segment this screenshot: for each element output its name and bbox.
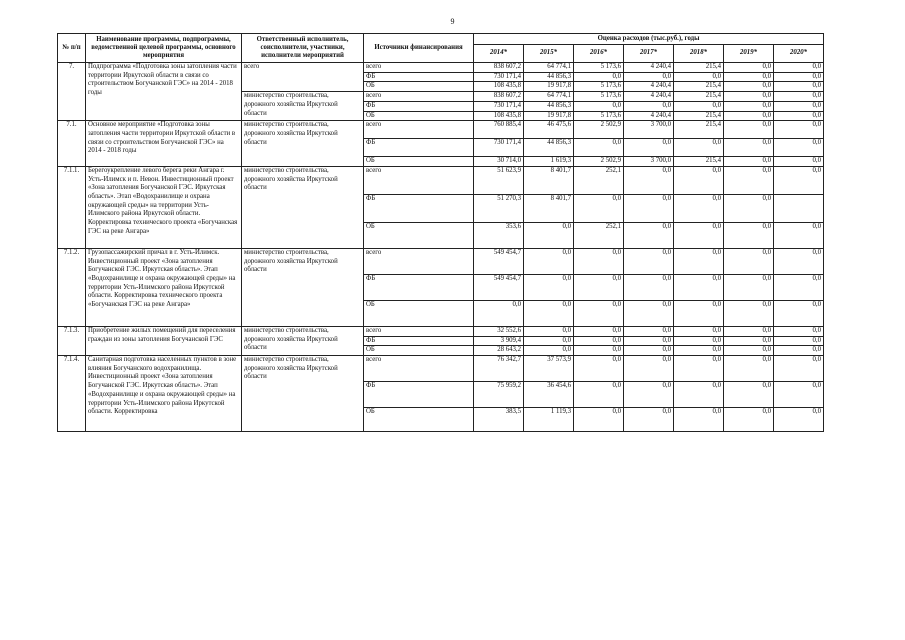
expense-value: 549 454,7 bbox=[474, 274, 524, 300]
expense-value: 19 917,8 bbox=[524, 82, 574, 92]
expense-value: 215,4 bbox=[674, 82, 724, 92]
expense-value: 0,0 bbox=[724, 63, 774, 73]
expense-value: 0,0 bbox=[574, 101, 624, 111]
funding-source: всего bbox=[364, 121, 474, 139]
table-row bbox=[58, 356, 824, 382]
expense-value: 0,0 bbox=[774, 248, 824, 274]
expense-value: 0,0 bbox=[774, 346, 824, 356]
expense-value: 36 454,6 bbox=[524, 382, 574, 408]
funding-source: ОБ bbox=[364, 111, 474, 121]
expense-value: 0,0 bbox=[724, 336, 774, 346]
expense-value: 0,0 bbox=[724, 248, 774, 274]
expense-value: 0,0 bbox=[674, 274, 724, 300]
expense-value: 0,0 bbox=[724, 101, 774, 111]
expense-value: 1 619,3 bbox=[524, 157, 574, 167]
expense-value: 0,0 bbox=[574, 356, 624, 382]
expense-value: 252,1 bbox=[574, 166, 624, 194]
header-year: 2015* bbox=[524, 45, 574, 63]
expense-value: 549 454,7 bbox=[474, 248, 524, 274]
expense-value: 0,0 bbox=[724, 222, 774, 248]
funding-source: ОБ bbox=[364, 157, 474, 167]
expense-value: 0,0 bbox=[674, 101, 724, 111]
table-row bbox=[58, 63, 824, 73]
expense-value: 44 856,3 bbox=[524, 72, 574, 82]
expense-value: 0,0 bbox=[774, 139, 824, 157]
funding-source: ОБ bbox=[364, 408, 474, 432]
expense-value: 838 607,2 bbox=[474, 63, 524, 73]
expense-value: 4 240,4 bbox=[624, 111, 674, 121]
expense-value: 0,0 bbox=[724, 157, 774, 167]
expense-value: 0,0 bbox=[524, 326, 574, 336]
expense-value: 0,0 bbox=[524, 300, 574, 326]
expense-value: 0,0 bbox=[524, 336, 574, 346]
expense-value: 0,0 bbox=[774, 121, 824, 139]
expense-value: 5 173,6 bbox=[574, 82, 624, 92]
expense-value: 0,0 bbox=[774, 336, 824, 346]
expense-value: 8 401,7 bbox=[524, 166, 574, 194]
expense-value: 2 502,9 bbox=[574, 157, 624, 167]
funding-source: ФБ bbox=[364, 336, 474, 346]
expense-value: 108 435,8 bbox=[474, 82, 524, 92]
expense-value: 1 119,3 bbox=[524, 408, 574, 432]
responsible-executor: министерство строительства, дорожного хозяйства Иркутской области bbox=[242, 92, 364, 121]
expense-value: 44 856,3 bbox=[524, 101, 574, 111]
expense-value: 0,0 bbox=[574, 326, 624, 336]
expense-value: 0,0 bbox=[674, 72, 724, 82]
expense-value: 0,0 bbox=[774, 111, 824, 121]
expense-value: 75 959,2 bbox=[474, 382, 524, 408]
page-number: 9 bbox=[450, 17, 455, 26]
header-no: № п/п bbox=[58, 34, 86, 63]
expense-value: 0,0 bbox=[724, 166, 774, 194]
expense-value: 32 552,6 bbox=[474, 326, 524, 336]
expense-value: 4 240,4 bbox=[624, 63, 674, 73]
expense-value: 0,0 bbox=[724, 356, 774, 382]
expense-value: 0,0 bbox=[674, 382, 724, 408]
row-number: 7.1. bbox=[58, 121, 86, 167]
program-name: Грузопассажирский причал в г. Усть-Илимск. Инвестиционный проект «Зона затопления Богучанской ГЭС. Иркутская область». Этап «Водохранилище и охрана окружающей среды» на территории Усть-Илимского района Иркутской области. Корректировка технического проекта «Богучанская ГЭС на реке Ангара» bbox=[86, 248, 242, 326]
header-year: 2016* bbox=[574, 45, 624, 63]
expense-value: 0,0 bbox=[724, 194, 774, 222]
expense-value: 0,0 bbox=[574, 336, 624, 346]
expense-value: 0,0 bbox=[674, 326, 724, 336]
header-year: 2019* bbox=[724, 45, 774, 63]
expense-value: 0,0 bbox=[774, 356, 824, 382]
expense-value: 108 435,8 bbox=[474, 111, 524, 121]
expense-value: 0,0 bbox=[724, 326, 774, 336]
table-row bbox=[58, 326, 824, 336]
expense-value: 0,0 bbox=[724, 408, 774, 432]
expense-value: 44 856,3 bbox=[524, 139, 574, 157]
expense-value: 760 885,4 bbox=[474, 121, 524, 139]
expense-value: 0,0 bbox=[624, 194, 674, 222]
expense-value: 0,0 bbox=[674, 300, 724, 326]
expense-value: 0,0 bbox=[674, 194, 724, 222]
funding-source: ОБ bbox=[364, 222, 474, 248]
expense-value: 0,0 bbox=[774, 82, 824, 92]
row-number: 7.1.2. bbox=[58, 248, 86, 326]
expense-value: 215,4 bbox=[674, 157, 724, 167]
header-source: Источники финансирования bbox=[364, 34, 474, 63]
row-number: 7.1.1. bbox=[58, 166, 86, 248]
table-row bbox=[58, 248, 824, 274]
expense-value: 0,0 bbox=[574, 300, 624, 326]
expense-value: 0,0 bbox=[624, 139, 674, 157]
expense-value: 0,0 bbox=[674, 248, 724, 274]
expense-value: 0,0 bbox=[624, 300, 674, 326]
row-number: 7.1.4. bbox=[58, 356, 86, 432]
row-number: 7. bbox=[58, 63, 86, 121]
expense-value: 0,0 bbox=[524, 222, 574, 248]
expense-value: 0,0 bbox=[674, 356, 724, 382]
expense-value: 0,0 bbox=[724, 92, 774, 102]
expense-value: 51 623,9 bbox=[474, 166, 524, 194]
expense-value: 0,0 bbox=[774, 101, 824, 111]
expense-value: 0,0 bbox=[624, 408, 674, 432]
header-year: 2020* bbox=[774, 45, 824, 63]
expense-value: 0,0 bbox=[624, 346, 674, 356]
expense-value: 19 917,8 bbox=[524, 111, 574, 121]
table-header bbox=[58, 34, 824, 63]
expense-value: 0,0 bbox=[524, 248, 574, 274]
expense-value: 383,5 bbox=[474, 408, 524, 432]
expense-value: 252,1 bbox=[574, 222, 624, 248]
expense-value: 0,0 bbox=[624, 336, 674, 346]
expense-value: 0,0 bbox=[774, 408, 824, 432]
expense-value: 0,0 bbox=[574, 248, 624, 274]
expense-value: 0,0 bbox=[674, 139, 724, 157]
expense-value: 215,4 bbox=[674, 92, 724, 102]
responsible-executor: министерство строительства, дорожного хозяйства Иркутской области bbox=[242, 356, 364, 432]
expense-value: 0,0 bbox=[774, 63, 824, 73]
expense-value: 0,0 bbox=[524, 346, 574, 356]
expense-value: 0,0 bbox=[724, 72, 774, 82]
expense-value: 64 774,1 bbox=[524, 63, 574, 73]
expense-value: 2 502,9 bbox=[574, 121, 624, 139]
responsible-executor: министерство строительства, дорожного хозяйства Иркутской области bbox=[242, 248, 364, 326]
expense-value: 0,0 bbox=[724, 121, 774, 139]
expense-value: 0,0 bbox=[774, 157, 824, 167]
expense-value: 30 714,0 bbox=[474, 157, 524, 167]
program-name: Подпрограмма «Подготовка зоны затопления части территории Иркутской области в связи со строительством Богучанской ГЭС» на 2014 - 2018 годы bbox=[86, 63, 242, 121]
expense-value: 0,0 bbox=[574, 274, 624, 300]
expense-value: 28 643,2 bbox=[474, 346, 524, 356]
program-name: Санитарная подготовка населенных пунктов в зоне влияния Богучанского водохранилища. Инвестиционный проект «Зона затопления Богучанской ГЭС. Иркутская область». Этап «Водохранилище и охрана окружающей среды» на территории Усть-Илимского района Иркутской области. Корректировка bbox=[86, 356, 242, 432]
funding-source: ФБ bbox=[364, 274, 474, 300]
expense-value: 730 171,4 bbox=[474, 101, 524, 111]
funding-source: ОБ bbox=[364, 82, 474, 92]
expense-value: 0,0 bbox=[624, 274, 674, 300]
expense-value: 0,0 bbox=[674, 346, 724, 356]
expense-value: 730 171,4 bbox=[474, 72, 524, 82]
expense-value: 0,0 bbox=[674, 408, 724, 432]
expense-value: 0,0 bbox=[774, 72, 824, 82]
expense-value: 0,0 bbox=[574, 382, 624, 408]
funding-source: всего bbox=[364, 326, 474, 336]
expense-value: 0,0 bbox=[774, 166, 824, 194]
expense-value: 8 401,7 bbox=[524, 194, 574, 222]
responsible-executor: министерство строительства, дорожного хозяйства Иркутской области bbox=[242, 166, 364, 248]
expense-value: 0,0 bbox=[624, 72, 674, 82]
expense-value: 730 171,4 bbox=[474, 139, 524, 157]
program-name: Берегоукрепление левого берега реки Ангара г. Усть-Илимск и п. Невон. Инвестиционный проект «Зона затопления Богучанской ГЭС. Иркутская область». Этап «Водохранилище и охрана окружающей среды» на территории Усть-Илимского района Иркутской области. Корректировка технического проекта «Богучанская ГЭС на реке Ангара» bbox=[86, 166, 242, 248]
expense-value: 4 240,4 bbox=[624, 92, 674, 102]
expense-value: 0,0 bbox=[724, 139, 774, 157]
expense-value: 0,0 bbox=[774, 300, 824, 326]
expense-value: 0,0 bbox=[774, 274, 824, 300]
expense-value: 76 342,7 bbox=[474, 356, 524, 382]
expense-value: 0,0 bbox=[674, 166, 724, 194]
table-row bbox=[58, 166, 824, 194]
expense-value: 215,4 bbox=[674, 63, 724, 73]
expense-value: 0,0 bbox=[574, 346, 624, 356]
expense-value: 4 240,4 bbox=[624, 82, 674, 92]
expense-value: 0,0 bbox=[624, 356, 674, 382]
expense-value: 64 774,1 bbox=[524, 92, 574, 102]
funding-source: ФБ bbox=[364, 72, 474, 82]
funding-source: ОБ bbox=[364, 300, 474, 326]
expense-value: 353,6 bbox=[474, 222, 524, 248]
expense-value: 5 173,6 bbox=[574, 63, 624, 73]
expense-value: 0,0 bbox=[624, 166, 674, 194]
expense-value: 0,0 bbox=[774, 382, 824, 408]
funding-source: всего bbox=[364, 92, 474, 102]
expense-value: 5 173,6 bbox=[574, 111, 624, 121]
expense-value: 0,0 bbox=[774, 222, 824, 248]
expense-value: 0,0 bbox=[574, 72, 624, 82]
funding-source: всего bbox=[364, 63, 474, 73]
expense-value: 0,0 bbox=[774, 92, 824, 102]
funding-source: всего bbox=[364, 356, 474, 382]
expense-value: 0,0 bbox=[624, 382, 674, 408]
expense-value: 0,0 bbox=[574, 408, 624, 432]
expense-value: 215,4 bbox=[674, 121, 724, 139]
expense-value: 0,0 bbox=[574, 139, 624, 157]
expense-value: 0,0 bbox=[724, 274, 774, 300]
expense-value: 0,0 bbox=[624, 222, 674, 248]
funding-source: всего bbox=[364, 166, 474, 194]
responsible-executor: министерство строительства, дорожного хозяйства Иркутской области bbox=[242, 121, 364, 167]
header-year: 2017* bbox=[624, 45, 674, 63]
expense-value: 0,0 bbox=[724, 82, 774, 92]
expense-value: 0,0 bbox=[474, 300, 524, 326]
expense-value: 0,0 bbox=[724, 111, 774, 121]
header-year: 2018* bbox=[674, 45, 724, 63]
budget-table bbox=[57, 33, 824, 432]
expense-value: 0,0 bbox=[624, 326, 674, 336]
program-name: Приобретение жилых помещений для переселения граждан из зоны затопления Богучанской ГЭС bbox=[86, 326, 242, 355]
expense-value: 0,0 bbox=[524, 274, 574, 300]
expense-value: 0,0 bbox=[674, 222, 724, 248]
header-estimate: Оценка расходов (тыс.руб.), годы bbox=[474, 34, 824, 45]
expense-value: 0,0 bbox=[774, 326, 824, 336]
expense-value: 0,0 bbox=[724, 300, 774, 326]
expense-value: 215,4 bbox=[674, 111, 724, 121]
funding-source: ОБ bbox=[364, 346, 474, 356]
responsible-executor: всего bbox=[242, 63, 364, 92]
table-row bbox=[58, 121, 824, 139]
expense-value: 0,0 bbox=[624, 101, 674, 111]
expense-value: 3 909,4 bbox=[474, 336, 524, 346]
funding-source: всего bbox=[364, 248, 474, 274]
header-name: Наименование программы, подпрограммы, ведомственной целевой программы, основного мероприятия bbox=[86, 34, 242, 63]
expense-value bbox=[774, 194, 824, 222]
expense-value: 46 475,6 bbox=[524, 121, 574, 139]
expense-value: 0,0 bbox=[724, 382, 774, 408]
header-year: 2014* bbox=[474, 45, 524, 63]
expense-value: 37 573,9 bbox=[524, 356, 574, 382]
expense-value: 0,0 bbox=[574, 194, 624, 222]
funding-source: ФБ bbox=[364, 194, 474, 222]
expense-value: 0,0 bbox=[674, 336, 724, 346]
expense-value: 5 173,6 bbox=[574, 92, 624, 102]
expense-value: 0,0 bbox=[724, 346, 774, 356]
expense-value: 0,0 bbox=[624, 248, 674, 274]
funding-source: ФБ bbox=[364, 382, 474, 408]
expense-value: 838 607,2 bbox=[474, 92, 524, 102]
expense-value: 3 700,0 bbox=[624, 121, 674, 139]
program-name: Основное мероприятие «Подготовка зоны затопления части территории Иркутской области в связи со строительством Богучанской ГЭС» на 2014 - 2018 годы bbox=[86, 121, 242, 167]
expense-value: 3 700,0 bbox=[624, 157, 674, 167]
funding-source: ФБ bbox=[364, 101, 474, 111]
expense-value: 51 270,3 bbox=[474, 194, 524, 222]
funding-source: ФБ bbox=[364, 139, 474, 157]
header-responsible: Ответственный исполнитель, соисполнители, участники, исполнители мероприятий bbox=[242, 34, 364, 63]
responsible-executor: министерство строительства, дорожного хозяйства Иркутской области bbox=[242, 326, 364, 355]
row-number: 7.1.3. bbox=[58, 326, 86, 355]
table-body bbox=[58, 63, 824, 432]
